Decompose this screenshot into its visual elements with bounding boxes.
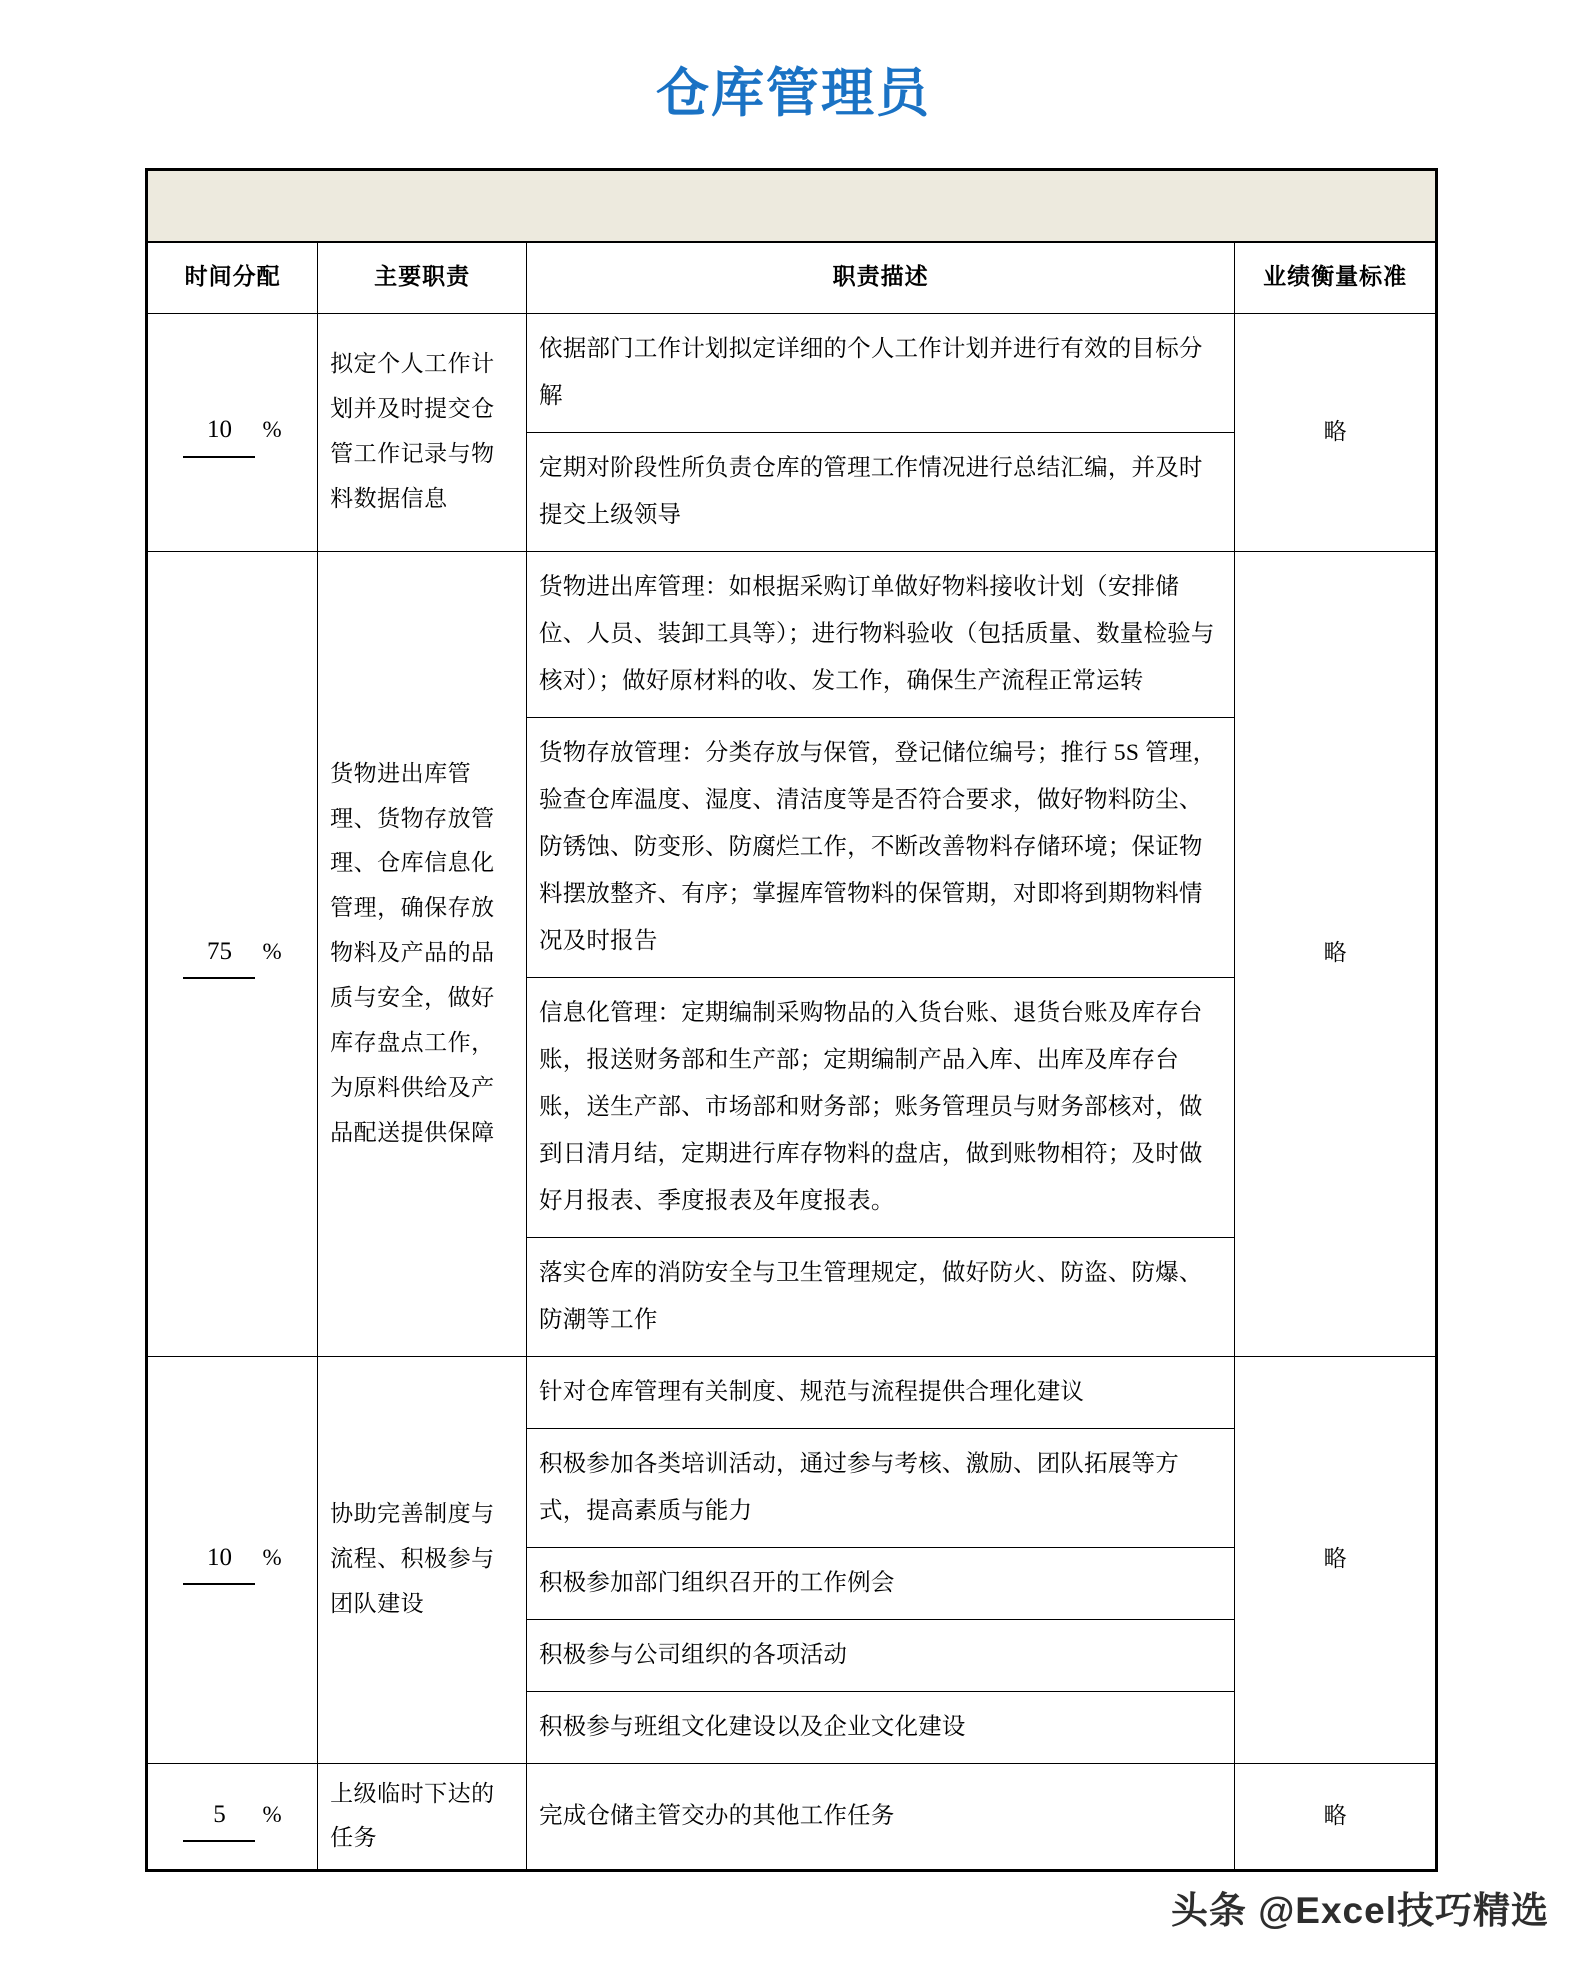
page-title: 仓库管理员 [656, 64, 931, 123]
table-row [147, 1356, 1437, 1763]
description-text: 积极参与公司组织的各项活动 [527, 1619, 1234, 1691]
description-text: 积极参加部门组织召开的工作例会 [527, 1547, 1234, 1619]
description-list [527, 552, 1234, 1356]
table-banner-row [147, 169, 1437, 242]
list-item [527, 314, 1234, 433]
description-text: 依据部门工作计划拟定详细的个人工作计划并进行有效的目标分解 [527, 314, 1234, 433]
description-text: 信息化管理：定期编制采购物品的入货台账、退货台账及库存台账，报送财务部和生产部；定期编制产品入库、出库及库存台账，送生产部、市场部和财务部；账务管理员与财务部核对，做到日清月结，定期进行库存物料的盘店，做到账物相符；及时做好月报表、季度报表及年度报表。 [527, 977, 1234, 1237]
watermark-text: 头条 @Excel技巧精选 [1170, 1890, 1549, 1931]
time-allocation-cell [147, 551, 318, 1356]
description-list [527, 1781, 1234, 1852]
list-item [527, 717, 1234, 977]
main-duty-cell: 货物进出库管理、货物存放管理、仓库信息化管理，确保存放物料及产品的品质与安全，做好库存盘点工作，为原料供给及产品配送提供保障 [318, 551, 527, 1356]
duty-description-cell [527, 313, 1235, 551]
main-duty-cell: 协助完善制度与流程、积极参与团队建设 [318, 1356, 527, 1763]
table-row [147, 1763, 1437, 1871]
description-text: 积极参加各类培训活动，通过参与考核、激励、团队拓展等方式，提高素质与能力 [527, 1428, 1234, 1547]
percent-field [183, 1534, 281, 1586]
percent-value: 75 [183, 928, 255, 980]
list-item [527, 552, 1234, 718]
header-main-duty: 主要职责 [318, 242, 527, 314]
performance-standard-cell: 略 [1235, 1763, 1437, 1871]
performance-standard-cell: 略 [1235, 313, 1437, 551]
performance-standard-cell: 略 [1235, 551, 1437, 1356]
main-duty-cell: 上级临时下达的任务 [318, 1763, 527, 1871]
performance-standard-cell: 略 [1235, 1356, 1437, 1763]
percent-value: 10 [183, 1534, 255, 1586]
list-item [527, 977, 1234, 1237]
table-header-row [147, 242, 1437, 314]
main-duty-cell: 拟定个人工作计划并及时提交仓管工作记录与物料数据信息 [318, 313, 527, 551]
description-list [527, 314, 1234, 551]
list-item [527, 1237, 1234, 1356]
percent-sign: % [262, 938, 282, 964]
list-item [527, 1547, 1234, 1619]
header-performance-standard: 业绩衡量标准 [1235, 242, 1437, 314]
list-item [527, 1428, 1234, 1547]
description-text: 货物存放管理：分类存放与保管，登记储位编号；推行 5S 管理，验查仓库温度、湿度、清洁度等是否符合要求，做好物料防尘、防锈蚀、防变形、防腐烂工作，不断改善物料存储环境；保证物料摆放整齐、有序；掌握库管物料的保管期，对即将到期物料情况及时报告 [527, 717, 1234, 977]
header-time-allocation: 时间分配 [147, 242, 318, 314]
header-duty-description: 职责描述 [527, 242, 1235, 314]
table-row [147, 551, 1437, 1356]
work-duty-banner [147, 169, 1437, 242]
percent-sign: % [262, 1544, 282, 1570]
time-allocation-cell [147, 313, 318, 551]
percent-sign: % [262, 1801, 282, 1827]
job-description-table [145, 168, 1438, 1873]
duty-description-cell [527, 1763, 1235, 1871]
percent-value: 5 [183, 1791, 255, 1843]
duty-description-cell [527, 551, 1235, 1356]
list-item [527, 432, 1234, 551]
percent-field [183, 1791, 281, 1843]
description-text: 积极参与班组文化建设以及企业文化建设 [539, 1713, 966, 1740]
description-text: 定期对阶段性所负责仓库的管理工作情况进行总结汇编，并及时提交上级领导 [539, 454, 1203, 528]
description-list [527, 1357, 1234, 1763]
description-text: 落实仓库的消防安全与卫生管理规定，做好防火、防盗、防爆、防潮等工作 [539, 1259, 1203, 1333]
list-item [527, 1781, 1234, 1852]
time-allocation-cell [147, 1763, 318, 1871]
list-item [527, 1691, 1234, 1763]
description-text: 货物进出库管理：如根据采购订单做好物料接收计划（安排储位、人员、装卸工具等）；进行物料验收（包括质量、数量检验与核对）；做好原材料的收、发工作，确保生产流程正常运转 [527, 552, 1234, 718]
percent-sign: % [262, 417, 282, 443]
percent-field [183, 406, 281, 458]
description-text: 完成仓储主管交办的其他工作任务 [539, 1802, 895, 1829]
time-allocation-cell [147, 1356, 318, 1763]
description-text: 针对仓库管理有关制度、规范与流程提供合理化建议 [527, 1357, 1234, 1429]
percent-value: 10 [183, 406, 255, 458]
list-item [527, 1357, 1234, 1429]
duty-description-cell [527, 1356, 1235, 1763]
percent-field [183, 928, 281, 980]
list-item [527, 1619, 1234, 1691]
table-row [147, 313, 1437, 551]
